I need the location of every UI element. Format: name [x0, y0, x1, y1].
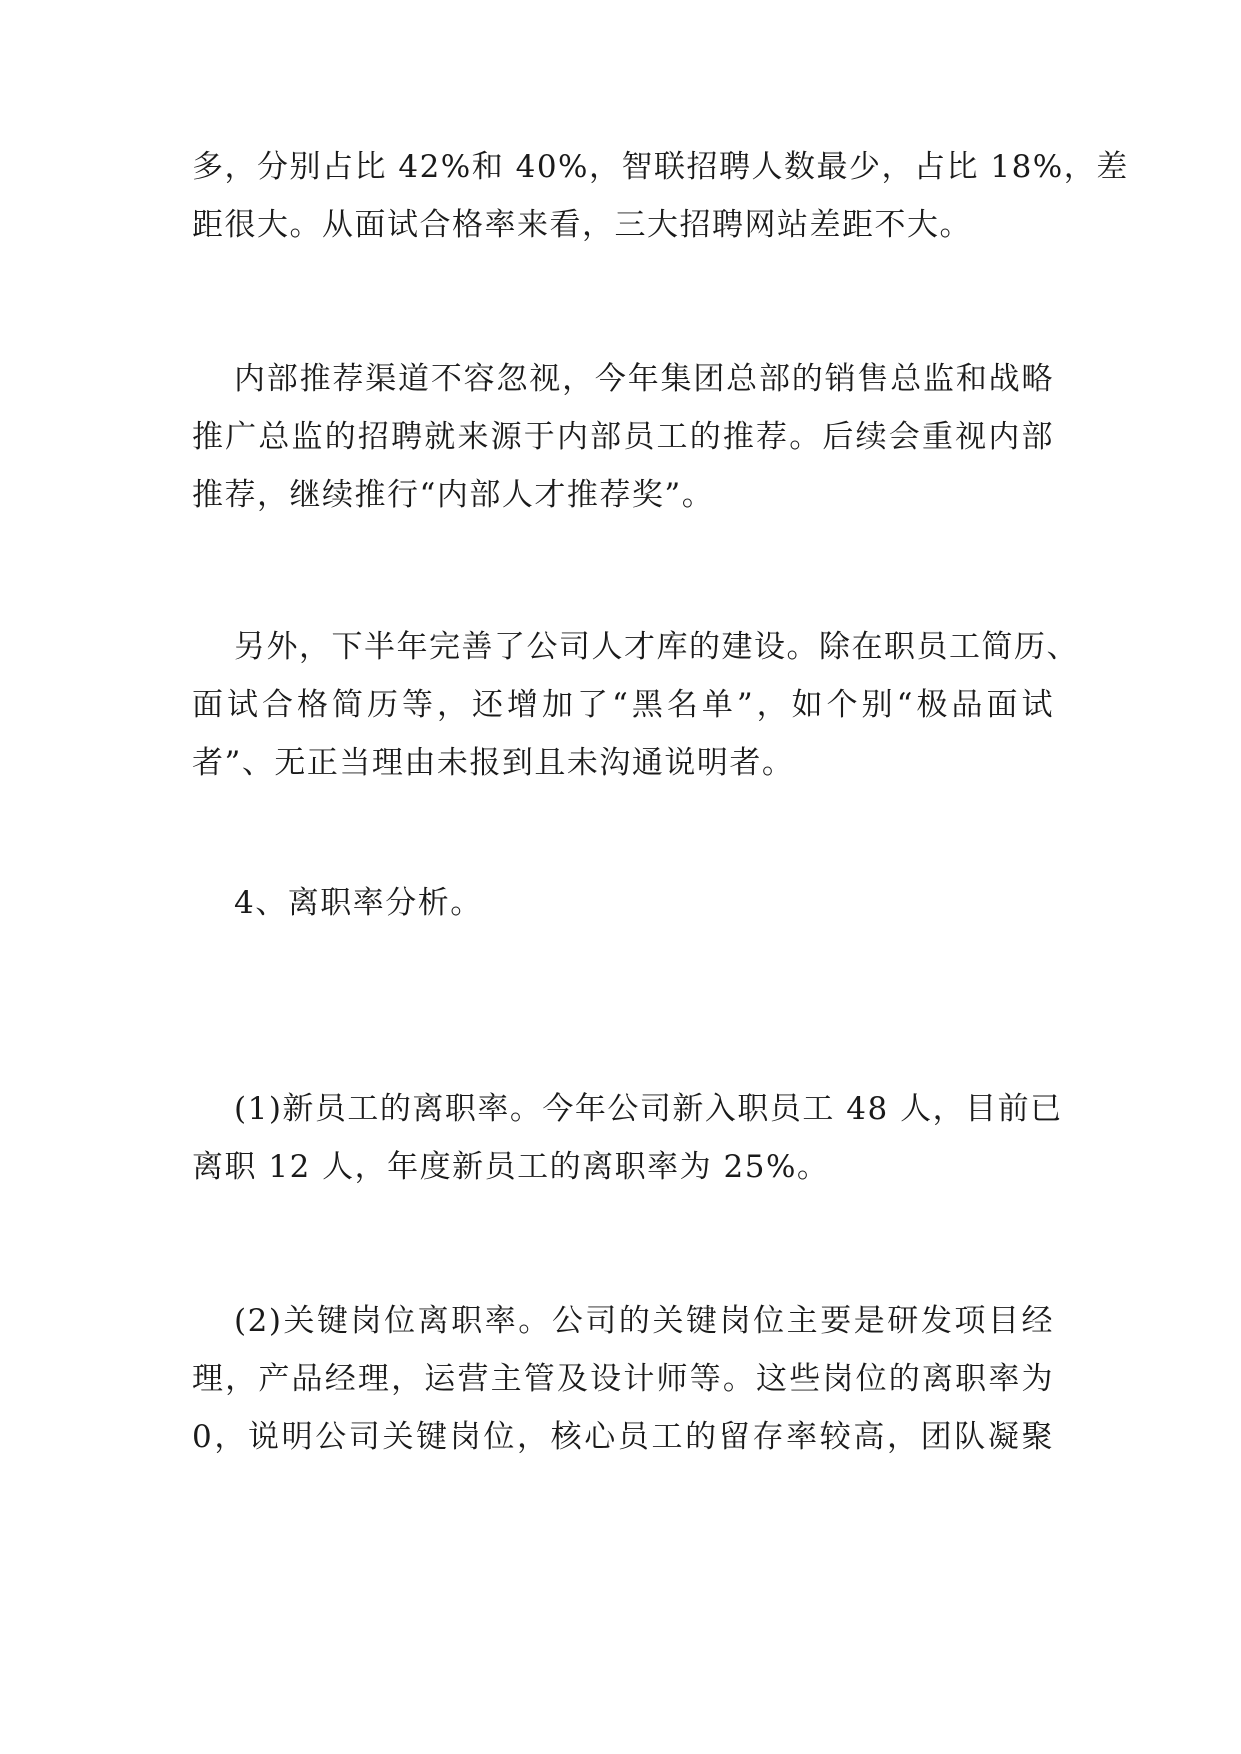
paragraph-recruitment-share: [192, 138, 1129, 254]
text-line: (1)新员工的离职率。今年公司新入职员工 48 人，目前已: [234, 1091, 1063, 1127]
paragraph-talent-pool: [192, 618, 1079, 792]
text-line: 推广总监的招聘就来源于内部员工的推荐。后续会重视内部: [192, 419, 1054, 455]
paragraph-key-position-turnover: [192, 1292, 1054, 1466]
section-heading-turnover-analysis: [192, 874, 1054, 932]
text-line: 内部推荐渠道不容忽视，今年集团总部的销售总监和战略: [234, 361, 1054, 397]
paragraph-new-employee-turnover: [192, 1080, 1063, 1196]
text-line: 0，说明公司关键岗位，核心员工的留存率较高，团队凝聚: [192, 1419, 1054, 1455]
text-line: 推荐，继续推行“内部人才推荐奖”。: [192, 477, 715, 513]
text-line: 4、离职率分析。: [234, 885, 483, 921]
text-line: 者”、无正当理由未报到且未沟通说明者。: [192, 745, 795, 781]
paragraph-internal-referral: [192, 350, 1054, 524]
text-line: 另外，下半年完善了公司人才库的建设。除在职员工简历、: [234, 629, 1079, 665]
text-line: (2)关键岗位离职率。公司的关键岗位主要是研发项目经: [234, 1303, 1054, 1339]
text-line: 面试合格简历等，还增加了“黑名单”，如个别“极品面试: [192, 687, 1054, 723]
text-line: 多，分别占比 42%和 40%，智联招聘人数最少，占比 18%，差: [192, 149, 1129, 185]
text-line: 理，产品经理，运营主管及设计师等。这些岗位的离职率为: [192, 1361, 1054, 1397]
text-line: 距很大。从面试合格率来看，三大招聘网站差距不大。: [192, 207, 972, 243]
text-line: 离职 12 人，年度新员工的离职率为 25%。: [192, 1149, 830, 1185]
